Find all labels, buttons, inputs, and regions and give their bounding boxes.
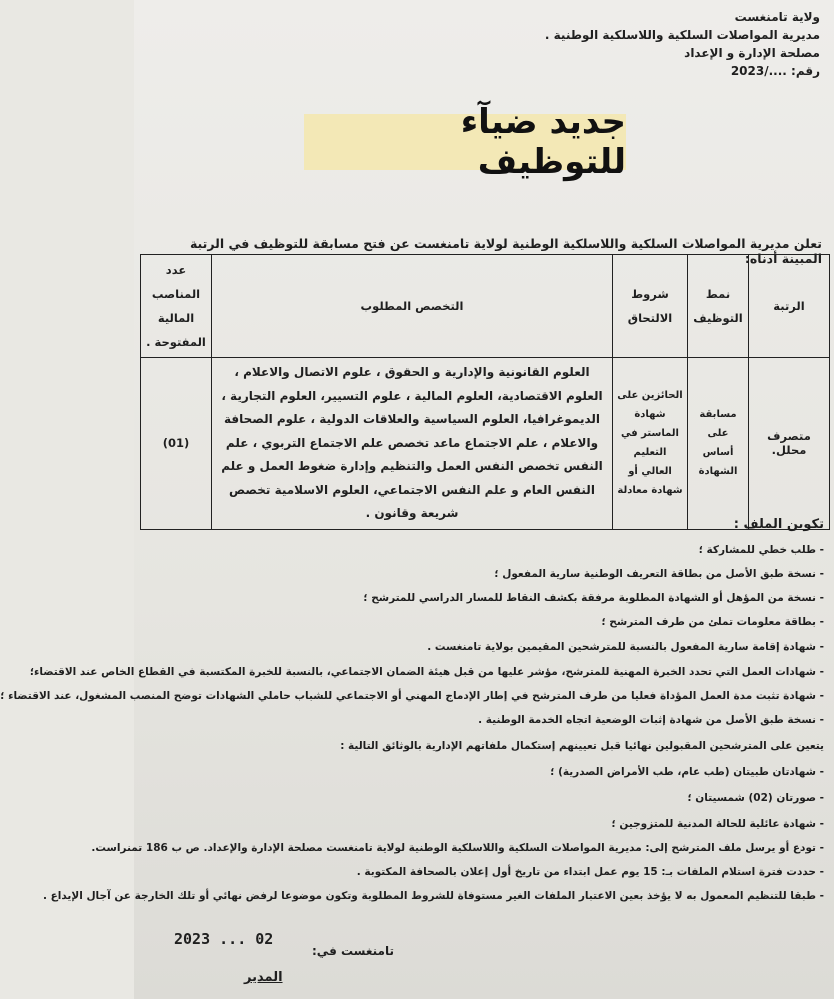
date-stamp: 2023 ... 02: [174, 930, 274, 948]
banner-title: جديد ضيآء للتوظيف: [304, 114, 626, 170]
wilaya-line: ولاية تامنغست: [734, 10, 820, 24]
note-item: - حددت فترة استلام الملفات بـ: 15 يوم عمل ابتداء من تاريخ أول إعلان بالصحافة المكتوبة .: [356, 866, 824, 878]
file-title: تكوين الملف :: [733, 517, 824, 532]
table-header-row: [141, 255, 830, 358]
note-item: - تودع أو يرسل ملف المترشح إلى: مديرية المواصلات السلكية واللاسلكية الوطنية لولاية تامنغست مصلحة الإدارة والإعداد. ص ب 186 تمنراست.: [91, 842, 824, 854]
col-mode: نمط التوظيف: [688, 255, 749, 358]
file-item: - شهادة إقامة سارية المفعول بالنسبة للمترشحين المقيمين بولاية تامنغست .: [427, 641, 824, 653]
final-docs-title: يتعين على المترشحين المقبولين نهائيا قبل تعيينهم إستكمال ملفاتهم الإدارية بالوثائق التالية :: [340, 740, 824, 752]
service-line: مصلحة الإدارة و الإعداد: [684, 46, 820, 60]
cell-specialty: العلوم القانونية والإدارية و الحقوق ، علوم الاتصال والاعلام ، العلوم الاقتصادية، العلوم المالية ، علوم التسيير، العلوم التجارية ، الديموغرافيا، العلوم السياسية والعلاقات الدولية ، علوم الصحافة والاعلام ، علم الاجتماع ماعد تخصص علم الاجتماع التربوي ، علم النفس تخصص النفس العمل والتنظيم وإدارة ضغوط العمل و علم النفس العام و علم النفس الاجتماعي، العلوم الاسلامية تخصص شريعة وقانون .: [212, 358, 613, 530]
col-posts: عدد المناصب المالية المفتوحة .: [141, 255, 212, 358]
col-specialty: التخصص المطلوب: [212, 255, 613, 358]
recruitment-table: [140, 254, 830, 530]
cell-posts: (01): [141, 358, 212, 530]
reference-number: رقم: ..../2023: [730, 64, 820, 78]
table-row: [141, 358, 830, 530]
final-doc-item: - شهادة عائلية للحالة المدنية للمتزوجين ؛: [611, 818, 824, 830]
file-item: - بطاقة معلومات تملئ من طرف المترشح ؛: [601, 616, 824, 628]
file-item: - طلب خطي للمشاركة ؛: [698, 544, 824, 556]
file-item: - نسخة طبق الأصل من شهادة إثبات الوضعية اتجاه الخدمة الوطنية .: [478, 714, 824, 726]
cell-mode: مسابقة على أساس الشهادة: [688, 358, 749, 530]
file-item: - نسخة طبق الأصل من بطاقة التعريف الوطنية سارية المفعول ؛: [494, 568, 824, 580]
file-item: - شهادات العمل التي تحدد الخبرة المهنية للمترشح، مؤشر عليها من قبل هيئة الضمان الاجتماعي، بالنسبة للخبرة المكتسبة في القطاع الخاص عند الاقتضاء؛: [29, 666, 824, 678]
cell-rank: متصرف محلل.: [749, 358, 830, 530]
col-rank: الرتبة: [749, 255, 830, 358]
col-conditions: شروط الالتحاق: [613, 255, 688, 358]
announcement-intro: تعلن مديرية المواصلات السلكية واللاسلكية الوطنية لولاية تامنغست عن فتح مسابقة للتوظيف في الرتبة المبينة أدناه:: [189, 236, 822, 266]
place-date-label: تامنغست في:: [312, 944, 395, 958]
final-doc-item: - شهادتان طبيتان (طب عام، طب الأمراض الصدرية) ؛: [550, 766, 824, 778]
file-item: - شهادة تثبت مدة العمل المؤداة فعليا من طرف المترشح في إطار الإدماج المهني أو الاجتماعي للشباب حاملي الشهادات توضح المنصب المشغول، عند الاقتضاء ؛: [0, 690, 824, 702]
file-item: - نسخة من المؤهل أو الشهادة المطلوبة مرفقة بكشف النقاط للمسار الدراسي للمترشح ؛: [363, 592, 824, 604]
note-item: - طبقا للتنظيم المعمول به لا يؤخذ بعين الاعتبار الملفات الغير مستوفاة للشروط المطلوبة وتكون موضوعا لرفض نهائي أو تلك الخارجة عن آجال الإيداع .: [42, 890, 824, 902]
final-doc-item: - صورتان (02) شمسيتان ؛: [687, 792, 824, 804]
directorate-line: مديرية المواصلات السلكية واللاسلكية الوطنية .: [544, 28, 820, 42]
cell-conditions: الحائزين على شهادة الماستر في التعليم العالي أو شهادة معادلة: [613, 358, 688, 530]
letterhead: [545, 8, 820, 80]
signature-title: المدير: [244, 970, 283, 985]
